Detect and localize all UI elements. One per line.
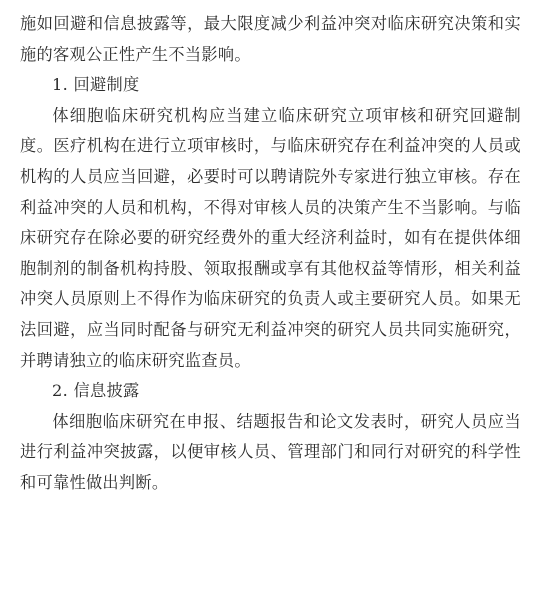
section-heading-recusal: 1. 回避制度 bbox=[52, 75, 140, 95]
section-body-disclosure: 体细胞临床研究在申报、结题报告和论文发表时，研究人员应当进行利益冲突披露，以便审核人员、管理部门和同行对研究的科学性和可靠性做出判断。 bbox=[20, 411, 521, 492]
section-heading-disclosure: 2. 信息披露 bbox=[52, 381, 140, 401]
section-body-recusal: 体细胞临床研究机构应当建立临床研究立项审核和研究回避制度。医疗机构在进行立项审核时，与临床研究存在利益冲突的人员或机构的人员应当回避，必要时可以聘请院外专家进行独立审核。存在利益冲突的人员和机构，不得对审核人员的决策产生不当影响。与临床研究存在除必要的研究经费外的重大经济利益时，如有在提供体细胞制剂的制备机构持股、领取报酬或享有其他权益等情形，相关利益冲突人员原则上不得作为临床研究的负责人或主要研究人员。如果无法回避，应当同时配备与研究无利益冲突的研究人员共同实施研究，并聘请独立的临床研究监查员。 bbox=[20, 105, 521, 370]
continuation-paragraph: 施如回避和信息披露等，最大限度减少利益冲突对临床研究决策和实施的客观公正性产生不当影响。 bbox=[20, 14, 521, 64]
